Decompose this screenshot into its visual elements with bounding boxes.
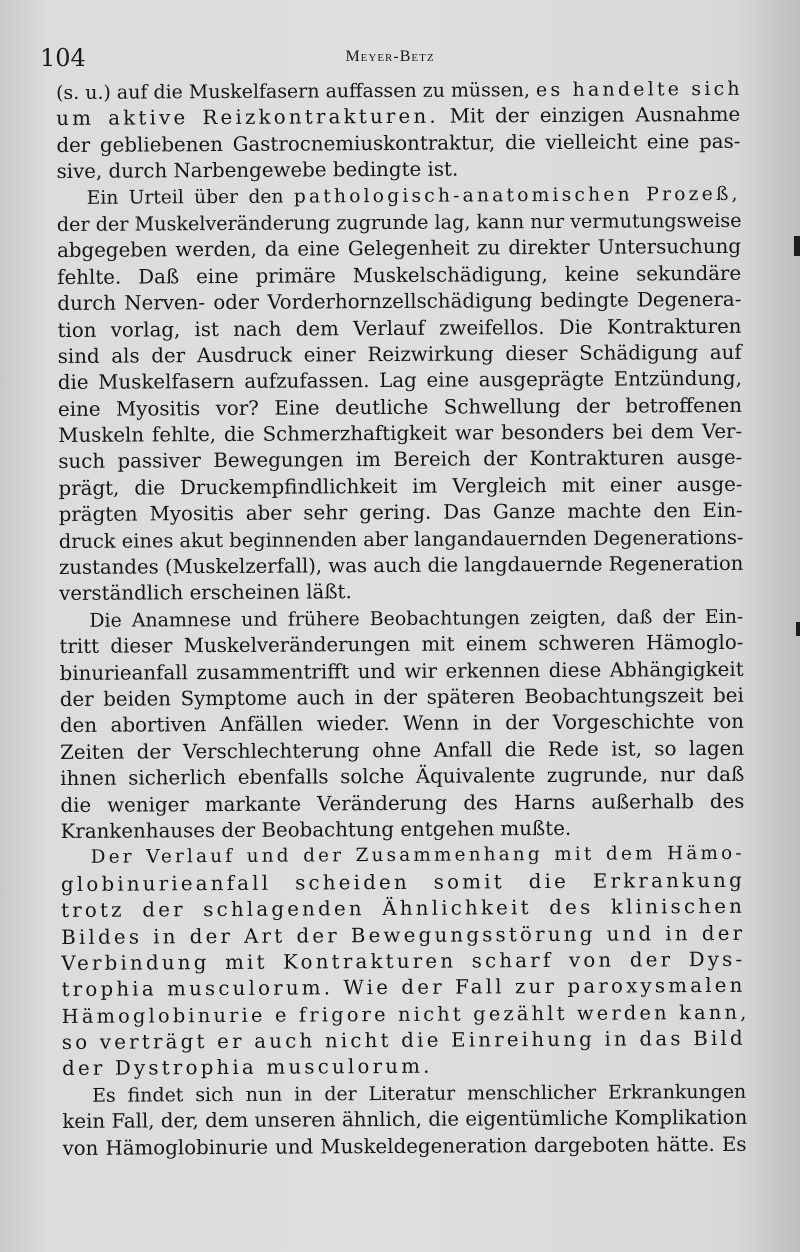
text-line bbox=[62, 1105, 746, 1136]
text-line bbox=[62, 1052, 746, 1083]
spaced-emphasis-text: trophia musculorum. Wie der Fall zur paroxysmalen bbox=[61, 974, 746, 1002]
line-text: ihnen sicherlich ebenfalls solche Äquivalente zugrunde, nur daß bbox=[60, 762, 745, 791]
line-text: sive, durch Narbengewebe bedingte ist. bbox=[56, 157, 459, 184]
text-line bbox=[61, 894, 745, 925]
spaced-emphasis-text: pathologisch-anatomischen Prozeß, bbox=[293, 183, 741, 208]
text-line bbox=[56, 76, 743, 107]
page-header bbox=[40, 40, 740, 74]
line-text: eine Myositis vor? Eine deutliche Schwellung der betroffenen bbox=[57, 393, 743, 421]
spaced-emphasis-text: Verbindung mit Kontrakturen scharf von der Dys- bbox=[61, 947, 746, 975]
text-line bbox=[57, 261, 741, 292]
line-text: von Hämoglobinurie und Muskeldegeneration dargeboten hätte. Es bbox=[62, 1132, 747, 1160]
spaced-emphasis-text: der Dystrophia musculorum. bbox=[61, 1055, 433, 1081]
text-line bbox=[61, 920, 745, 951]
text-line bbox=[60, 788, 744, 819]
text-line bbox=[62, 1131, 746, 1162]
text-line bbox=[56, 102, 740, 133]
spaced-emphasis-text: Hämoglobinurie e frigore nicht gezählt werden kann, bbox=[61, 1000, 750, 1028]
text-line bbox=[59, 604, 743, 635]
line-text: Die Anamnese und frühere Beobachtungen zeigten, daß der Ein- bbox=[89, 605, 744, 632]
line-text: Muskeln fehlte, die Schmerzhaftigkeit war besonders bei dem Ver- bbox=[58, 419, 743, 448]
text-line bbox=[58, 393, 742, 424]
text-line bbox=[61, 947, 745, 978]
line-text: tritt dieser Muskelveränderungen mit einem schweren Hämoglo- bbox=[59, 631, 744, 659]
text-line bbox=[58, 340, 742, 371]
line-text: tion vorlag, ist nach dem Verlauf zweifellos. Die Kontrakturen bbox=[57, 314, 742, 342]
text-line bbox=[57, 181, 741, 212]
line-text: durch Nerven- oder Vorderhornzellschädigung bedingte Degenera- bbox=[57, 287, 742, 316]
text-line bbox=[57, 287, 741, 318]
spaced-emphasis-text: trotz der schlagenden Ähnlichkeit des klinischen bbox=[61, 894, 746, 923]
line-text: die weniger markante Veränderung des Harns außerhalb des bbox=[60, 789, 745, 817]
text-line bbox=[59, 551, 743, 582]
line-text: druck eines akut beginnenden aber langandauernden Degenerations- bbox=[58, 525, 744, 553]
text-line bbox=[56, 155, 740, 186]
page-edge-mark bbox=[794, 236, 800, 256]
spaced-emphasis-text: Der Verlauf und der Zusammenhang mit dem Hämo- bbox=[90, 843, 745, 869]
line-text: binurieanfall zusammentrifft und wir erkennen diese Abhängigkeit bbox=[59, 657, 744, 685]
text-line bbox=[61, 999, 750, 1030]
text-line bbox=[62, 1079, 746, 1110]
line-text: kein Fall, der, dem unseren ähnlich, die eigentümliche Komplikation bbox=[62, 1106, 748, 1134]
line-text: den abortiven Anfällen wieder. Wenn in der Vorgeschichte von bbox=[59, 710, 745, 738]
line-text: die Muskelfasern aufzufassen. Lag eine ausgeprägte Entzündung, bbox=[57, 367, 742, 395]
line-text: such passiver Bewegungen im Bereich der Kontrakturen ausge- bbox=[58, 446, 743, 474]
line-text: prägt, die Druckempfindlichkeit im Vergleich mit einer ausge- bbox=[58, 472, 743, 500]
line-text: der beiden Symptome auch in der späteren Beobachtungszeit bei bbox=[59, 683, 744, 711]
line-text: (s. u.) auf die Muskelfasern auffassen zu müssen, bbox=[56, 79, 537, 104]
spaced-emphasis-text: um aktive Reizkontrakturen. bbox=[56, 105, 439, 131]
line-text: fehlte. Daß eine primäre Muskelschädigung, keine sekundäre bbox=[57, 261, 742, 289]
text-line bbox=[60, 709, 744, 740]
line-text: der gebliebenen Gastrocnemiuskontraktur, die vielleicht eine pas- bbox=[56, 129, 741, 157]
text-line bbox=[57, 234, 741, 265]
line-text: Zeiten der Verschlechterung ohne Anfall die Rede ist, so lagen bbox=[60, 736, 745, 764]
text-line bbox=[60, 656, 744, 687]
line-text: Es findet sich nun in der Literatur menschlicher Erkrankungen bbox=[92, 1080, 747, 1107]
line-text: abgegeben werden, da eine Gelegenheit zu direkter Untersuchung bbox=[56, 235, 742, 263]
text-line bbox=[58, 366, 742, 397]
text-line bbox=[58, 419, 742, 450]
line-text: sind als der Ausdruck einer Reizwirkung dieser Schädigung auf bbox=[57, 340, 742, 368]
line-text: der der Muskelveränderung zugrunde lag, kann nur vermutungsweise bbox=[56, 208, 742, 236]
line-text: Ein Urteil über den bbox=[86, 186, 294, 209]
text-line bbox=[56, 129, 740, 160]
text-line bbox=[62, 1026, 746, 1057]
text-line bbox=[60, 762, 744, 793]
page-edge-mark bbox=[796, 622, 800, 636]
text-line bbox=[59, 524, 743, 555]
line-text: Mit der einzigen Ausnahme bbox=[438, 103, 741, 129]
text-line bbox=[57, 313, 741, 344]
text-line bbox=[60, 736, 744, 767]
text-line bbox=[61, 815, 745, 846]
spaced-emphasis-text: es handelte sich bbox=[535, 77, 743, 102]
text-line bbox=[61, 841, 745, 872]
line-text: Krankenhauses der Beobachtung entgehen mußte. bbox=[60, 816, 572, 843]
page-number: 104 bbox=[40, 44, 86, 72]
text-line bbox=[61, 868, 745, 899]
text-line bbox=[61, 973, 745, 1004]
text-line bbox=[59, 630, 743, 661]
spaced-emphasis-text: so verträgt er auch nicht die Einreihung in das Bild bbox=[61, 1026, 746, 1055]
text-line bbox=[58, 472, 742, 503]
line-text: zustandes (Muskelzerfall), was auch die langdauernde Regeneration bbox=[58, 551, 744, 580]
running-head: Meyer-Betz bbox=[345, 48, 435, 65]
text-line bbox=[60, 683, 744, 714]
text-line bbox=[57, 208, 741, 239]
text-line bbox=[58, 445, 742, 476]
text-line bbox=[59, 577, 743, 608]
text-line bbox=[59, 498, 743, 529]
spaced-emphasis-text: globinurieanfall scheiden somit die Erkrankung bbox=[60, 868, 745, 896]
line-text: verständlich erscheinen läßt. bbox=[59, 580, 352, 606]
line-text: prägten Myositis aber sehr gering. Das Ganze machte den Ein- bbox=[58, 499, 743, 527]
spaced-emphasis-text: Bildes in der Art der Bewegungsstörung und in der bbox=[61, 921, 746, 949]
body-text bbox=[56, 76, 750, 1162]
